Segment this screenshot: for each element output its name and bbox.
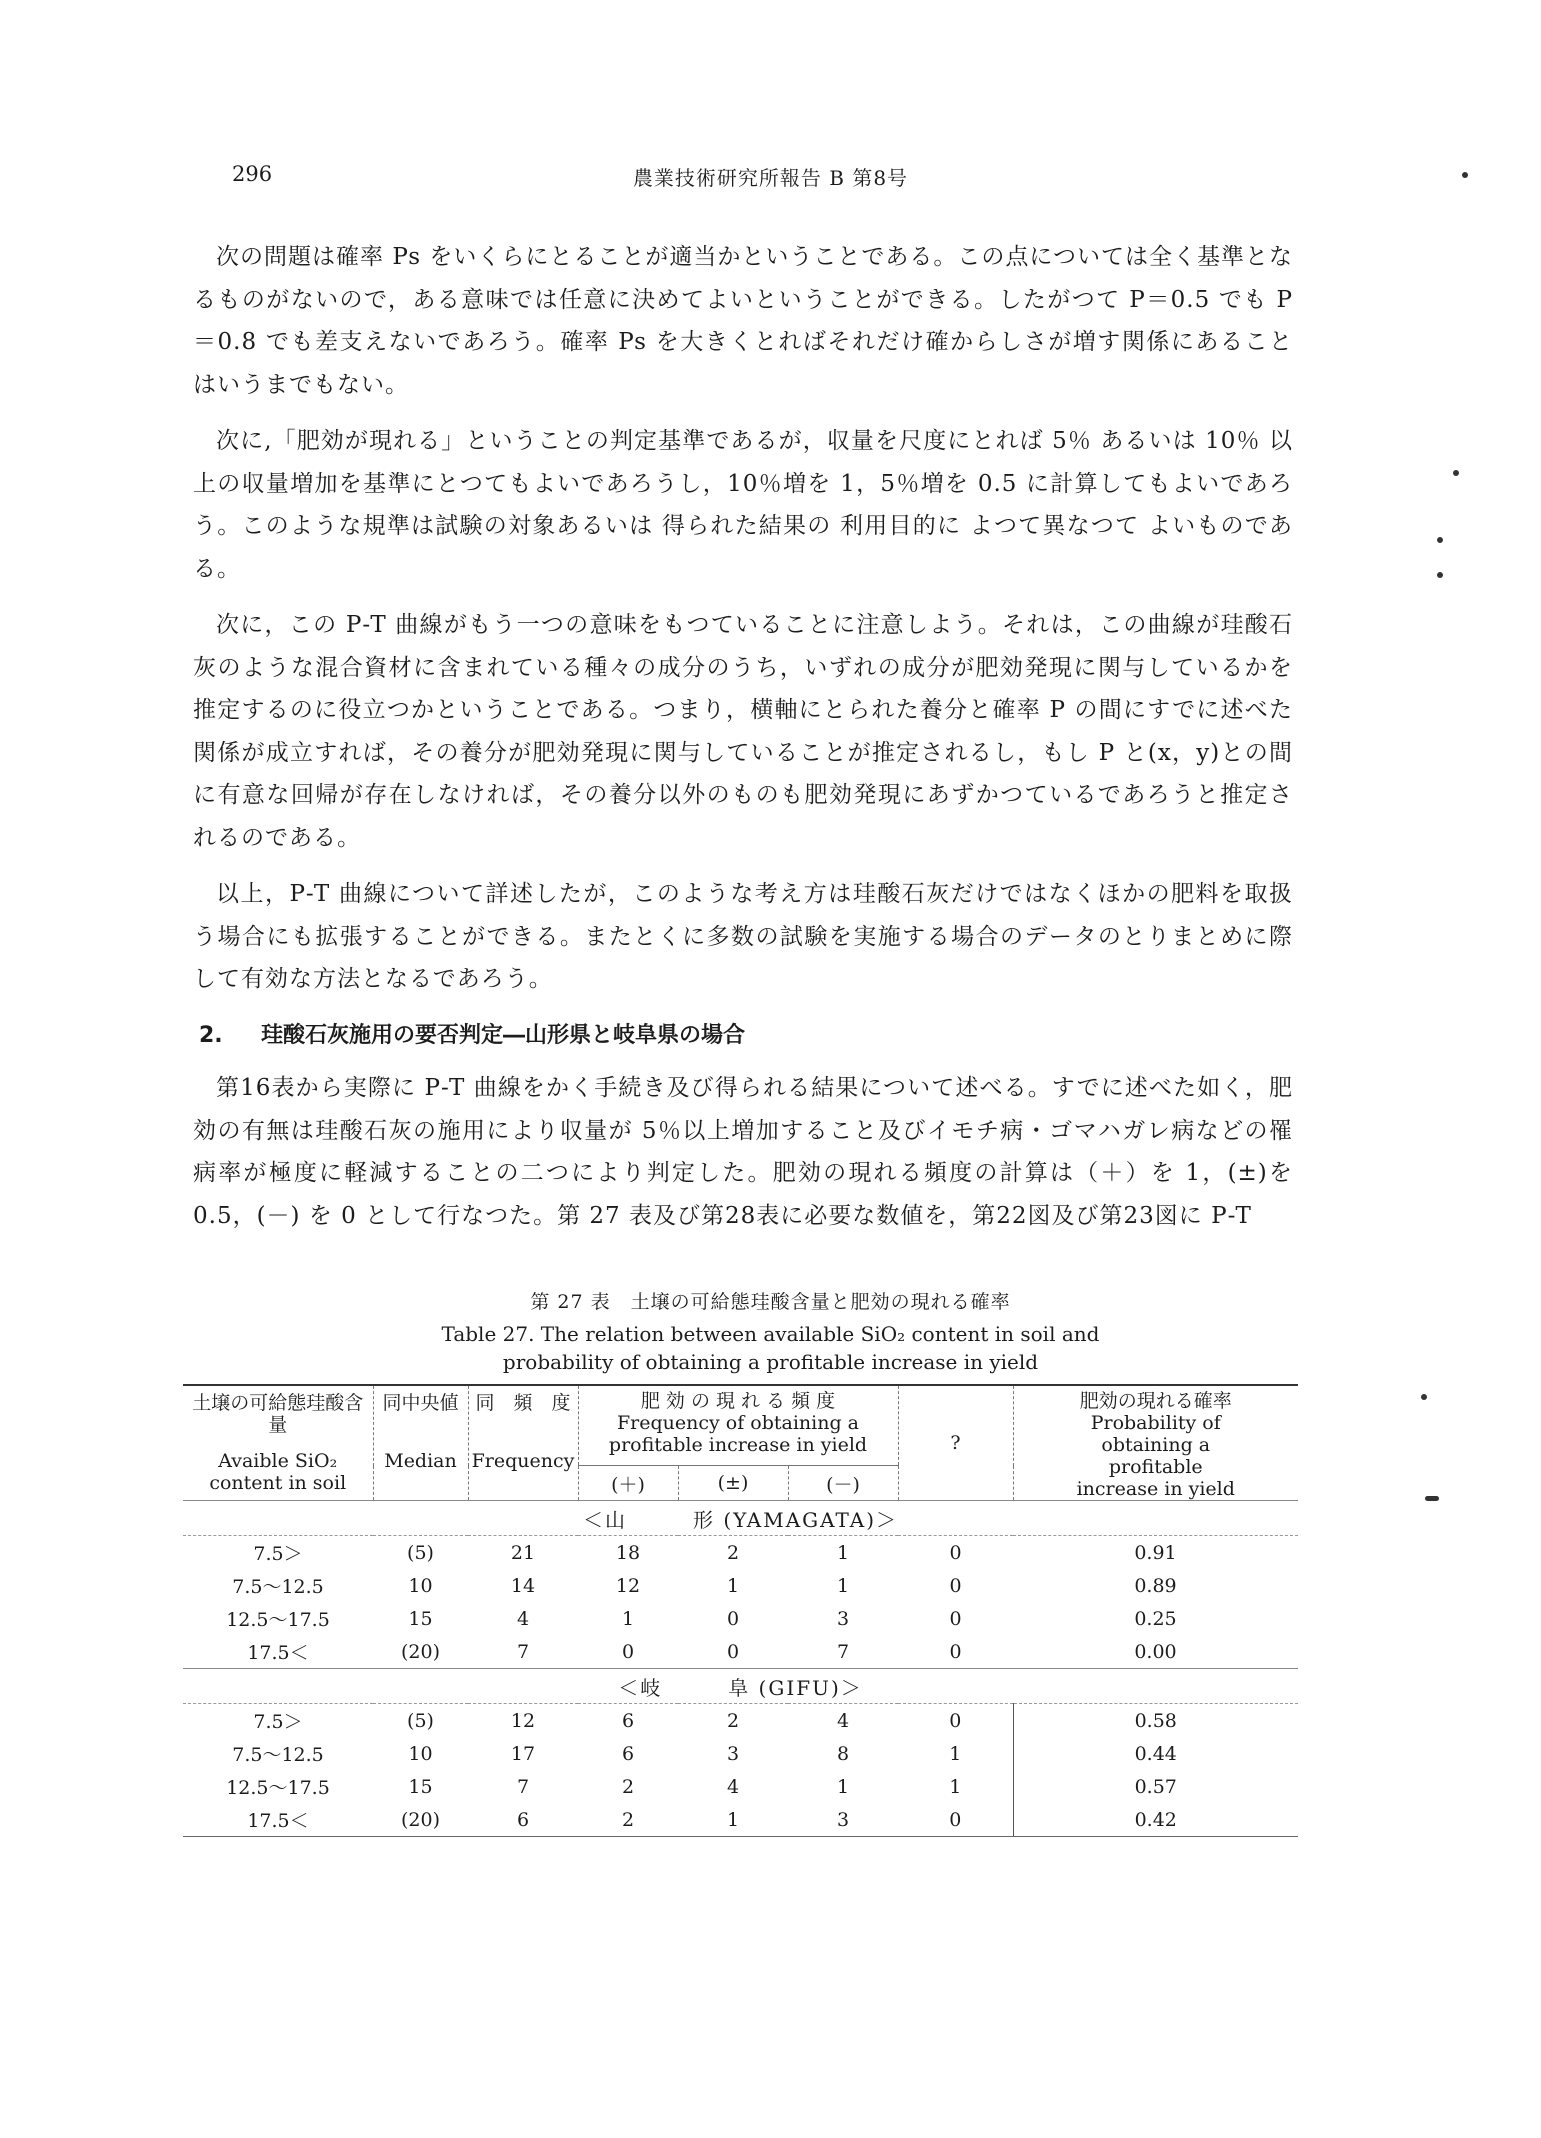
section-number: 2. bbox=[199, 1022, 223, 1048]
table-row: 17.5＜ (20) 7 0 0 7 0 0.00 bbox=[247, 1640, 1177, 1664]
table-row: 7.5～12.5 10 14 12 1 1 0 0.89 bbox=[232, 1574, 1177, 1598]
group-header-gifu: ＜岐 阜 (GIFU)＞ bbox=[183, 1669, 1298, 1704]
table-caption-jp: 第 27 表 土壌の可給態珪酸含量と肥効の現れる確率 bbox=[530, 1291, 1011, 1313]
table-caption-en-1: Table 27. The relation between available SiO₂ content in soil and bbox=[441, 1322, 1100, 1346]
table-27 bbox=[183, 1384, 1298, 1837]
scan-speck bbox=[1437, 572, 1443, 578]
group-header-yamagata: ＜山 形 (YAMAGATA)＞ bbox=[183, 1501, 1298, 1536]
body-text bbox=[193, 236, 1293, 1251]
scan-speck bbox=[1425, 1496, 1439, 1501]
scan-speck bbox=[1437, 537, 1443, 543]
header-minus: (－) bbox=[788, 1466, 898, 1501]
header-probability: 肥効の現れる確率 Probability of obtaining a profitable increase in yield bbox=[1013, 1385, 1298, 1501]
page-number: 296 bbox=[232, 162, 273, 186]
section-title: 珪酸石灰施用の要否判定―山形県と岐阜県の場合 bbox=[261, 1022, 746, 1048]
paragraph-1: 次の問題は確率 Ps をいくらにとることが適当かということである。この点については全く基準となるものがないので，ある意味では任意に決めてよいということができる。したがつて P＝0.5 でも P＝0.8 でも差支えないであろう。確率 Ps を大きくとればそれだけ確からしさが増す関係にあることはいうまでもない。 bbox=[193, 244, 1293, 398]
paragraph-4: 以上，P‐T 曲線について詳述したが，このような考え方は珪酸石灰だけではなくほかの肥料を取扱う場合にも拡張することができる。またとくに多数の試験を実施する場合のデータのとりまとめに際して有効な方法となるであろう。 bbox=[193, 881, 1293, 992]
section-heading bbox=[193, 1015, 1293, 1058]
table-row: 7.5＞ (5) 12 6 2 4 0 0.58 bbox=[183, 1704, 1298, 1738]
scan-speck bbox=[1453, 470, 1459, 476]
scan-speck bbox=[1421, 1394, 1427, 1400]
header-pm: (±) bbox=[678, 1466, 788, 1501]
paragraph-3: 次に，この P‐T 曲線がもう一つの意味をもつていることに注意しよう。それは，この曲線が珪酸石灰のような混合資材に含まれている種々の成分のうち，いずれの成分が肥効発現に関与しているかを推定するのに役立つかということである。つまり，横軸にとられた養分と確率 P の間にすでに述べた関係が成立すれば，その養分が肥効発現に関与していることが推定されるし，もし P と(x，y)との間に有意な回帰が存在しなければ，その養分以外のものも肥効発現にあずかつているであろうと推定されるのである。 bbox=[193, 612, 1293, 851]
header-frequency-obtaining: 肥 効 の 現 れ る 頻 度 Frequency of obtaining a profitable increase in yield bbox=[578, 1385, 898, 1466]
table-caption-en-2: probability of obtaining a profitable increase in yield bbox=[502, 1350, 1039, 1374]
section-paragraph: 第16表から実際に P‐T 曲線をかく手続き及び得られる結果について述べる。すでに述べた如く，肥効の有無は珪酸石灰の施用により収量が 5％以上増加すること及びイモチ病・ゴマハガレ病などの罹病率が極度に軽減することの二つにより判定した。肥効の現れる頻度の計算は（＋）を 1，(±)を 0.5，(－) を 0 として行なつた。第 27 表及び第28表に必要な数値を，第22図及び第23図に P‐T bbox=[193, 1075, 1293, 1229]
header-median: 同中央値 Median bbox=[373, 1385, 468, 1501]
page-header bbox=[0, 162, 1541, 196]
header-content: 土壌の可給態珪酸含量 Avaible SiO₂ content in soil bbox=[192, 1392, 364, 1494]
paragraph-2: 次に,「肥効が現れる」ということの判定基準であるが，収量を尺度にとれば 5％ あるいは 10％ 以上の収量増加を基準にとつてもよいであろうし，10％増を 1，5％増を 0.5 に計算してもよいであろう。このような規準は試験の対象あるいは 得られた結果の 利用目的に よつて異なつて よいものである。 bbox=[193, 428, 1293, 582]
table-row: 12.5～17.5 15 7 2 4 1 1 0.57 bbox=[183, 1770, 1298, 1803]
table-row: 17.5＜ (20) 6 2 1 3 0 0.42 bbox=[183, 1803, 1298, 1837]
header-question: ? bbox=[898, 1385, 1013, 1501]
table-row: 7.5＞ (5) 21 18 2 1 0 0.91 bbox=[253, 1541, 1177, 1565]
running-title: 農業技術研究所報告 B 第8号 bbox=[632, 166, 909, 190]
table-row: 12.5～17.5 15 4 1 0 3 0 0.25 bbox=[226, 1607, 1177, 1631]
table-row: 7.5～12.5 10 17 6 3 8 1 0.44 bbox=[183, 1737, 1298, 1770]
scan-speck bbox=[1462, 172, 1468, 178]
header-plus: (＋) bbox=[578, 1466, 678, 1501]
table-header-row-1 bbox=[183, 1385, 1298, 1466]
header-frequency: 同 頻 度 Frequency bbox=[468, 1385, 578, 1501]
